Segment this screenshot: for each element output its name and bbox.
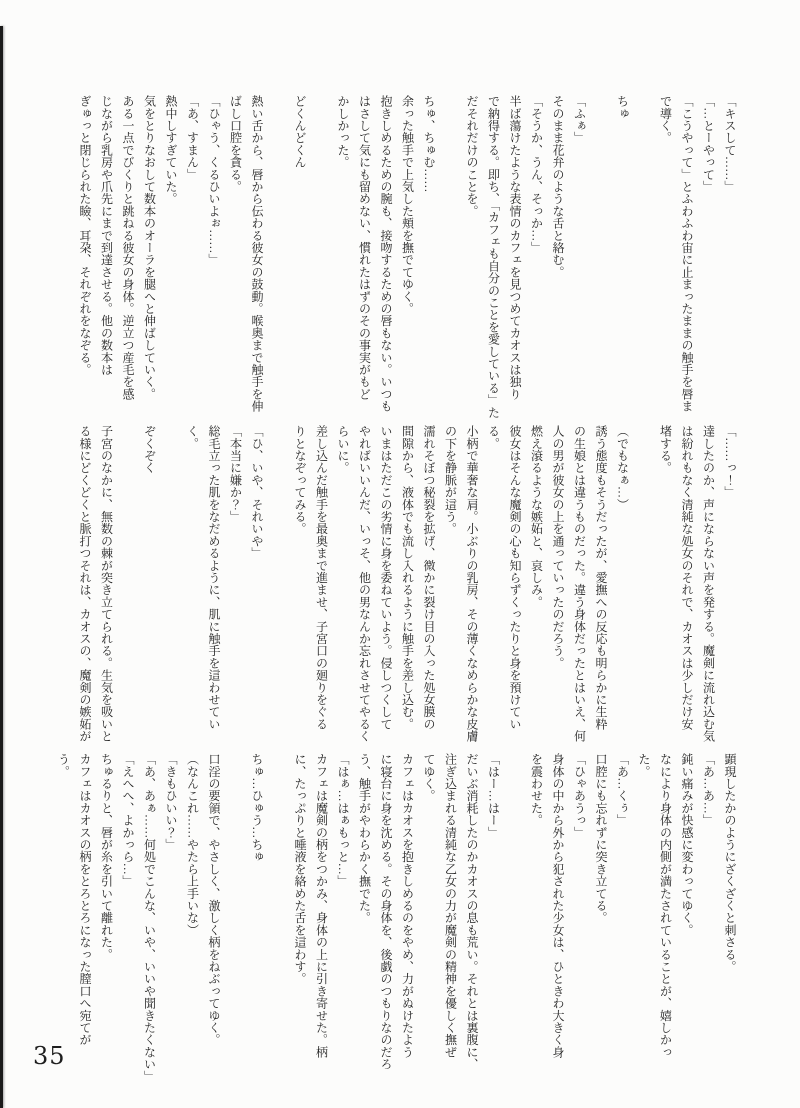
- text-block-top: [74, 95, 741, 427]
- text-column: 人の男が彼女の上を通っていったのだろう。: [551, 425, 565, 669]
- text-column: 燃え滾るような嫉妬と、哀しみ。: [529, 425, 544, 608]
- text-column: 顕現したかのようにざくざくと刺さる。: [723, 753, 737, 973]
- text-column: 口淫の要領で、やさしく、激しく柄をねぶってゆく。: [207, 753, 221, 1046]
- text-column: ぎゅっと閉じられた瞼、耳朶、それぞれをなぞる。: [78, 95, 92, 376]
- text-column: ちゅるりと、唇が糸を引いて離れた。: [99, 753, 114, 961]
- text-column: 「はー…はー」: [486, 753, 501, 839]
- text-column: 「はぁ…はぁもっと…」: [336, 753, 350, 888]
- text-column: ちゅ: [615, 95, 630, 120]
- text-column: は紛れもなく清純な処女のそれで、カオスは少しだけ安: [680, 425, 694, 730]
- text-column: 「こうやって」とふわふわ宙に止まったままの触手を唇ま: [680, 95, 694, 413]
- blank-column: [160, 425, 182, 757]
- text-column: カフェはカオスの柄をとろとろになった膣口へ宛てが: [78, 753, 92, 1046]
- text-column: う。: [56, 753, 71, 778]
- text-column: 「本当に嫌か？」: [228, 425, 243, 523]
- text-column: 小柄で華奢な肩。小ぶりの乳房、その薄くなめらかな皮膚: [465, 425, 479, 743]
- text-column: 差し込んだ触手を最奥まで進ませ、子宮口の廻りをぐる: [314, 425, 329, 730]
- blank-column: [633, 425, 655, 757]
- text-column: 注ぎ込まれる清純な乙女の力が魔剣の精神を優しく撫ぜ: [443, 753, 458, 1058]
- text-column: 堵する。: [658, 425, 673, 474]
- scan-edge-shadow: [0, 26, 3, 1108]
- text-column: 達したのか、声にならない声を発する。魔剣に流れ込む気: [701, 425, 716, 743]
- text-column: 「そうか、うん、そっか…」: [529, 95, 544, 254]
- text-column: の生娘とは違うものだった。違う身体だったとはいえ、何: [572, 425, 587, 743]
- page-number: 35: [33, 1042, 66, 1070]
- text-column: りとなぞってみる。: [293, 425, 307, 535]
- text-column: 濡れそぼつ秘裂を拡げ、微かに裂け目の入った処女膜の: [422, 425, 436, 730]
- text-column: く。: [185, 425, 200, 450]
- text-column: カフェはカオスを抱きしめるのをやめ、力がぬけたよう: [400, 753, 415, 1058]
- blank-column: [224, 753, 246, 1085]
- text-block-bottom: [52, 753, 740, 1085]
- text-column: 「きもひいい？」: [164, 753, 178, 851]
- text-column: 「えへへ、よかっら…」: [121, 753, 135, 888]
- text-block-middle: [74, 425, 741, 757]
- text-column: に、たっぷりと唾液を絡めた舌を這わす。: [293, 753, 307, 985]
- text-column: た。: [637, 753, 651, 778]
- text-column: ちゅ…ひゅう…ちゅ: [250, 753, 264, 863]
- blank-column: [267, 425, 289, 757]
- blank-column: [504, 753, 526, 1085]
- blank-column: [267, 95, 289, 427]
- blank-column: [267, 753, 289, 1085]
- text-column: どくんどくん: [293, 95, 307, 169]
- text-column: に寝台に身を沈める。その身体を、後戯のつもりなのだろ: [379, 753, 393, 1071]
- text-column: 身体の中から外から犯された少女は、ひときわ大きく身: [551, 753, 565, 1058]
- text-column: 間隙から、液体でも流し入れるように触手を差し込む。: [400, 425, 415, 730]
- text-column: 抱きしめるための腕も、接吻するための唇もない。いつも: [379, 95, 393, 413]
- text-column: やればいいんだ、いっそ、他の男なんか忘れさせてやるく: [357, 425, 372, 743]
- text-column: で導く。: [658, 95, 673, 144]
- blank-column: [590, 95, 612, 427]
- text-column: の下を静脈が這う。: [443, 425, 458, 535]
- text-column: いまはただこの劣情に身を委ねていよう。侵しつくして: [379, 425, 393, 730]
- text-column: 熱い舌から、唇から伝わる彼女の鼓動。喉奥まで触手を伸: [250, 95, 264, 413]
- text-column: 「キスして……」: [723, 95, 737, 193]
- text-column: 「ふぁ」: [572, 95, 587, 144]
- text-column: （なんこれ……やたら上手いな）: [185, 753, 200, 936]
- text-column: 半ば蕩けたような表情のカフェを見つめてカオスは独り: [508, 95, 522, 400]
- text-column: 「あ、あぁ……何処でこんな、いや、いいや聞きたくない」: [142, 753, 157, 1083]
- text-column: てゆく。: [422, 753, 436, 802]
- text-column: 「…とーやって」: [701, 95, 716, 193]
- text-column: 口腔にも忘れずに突き立てる。: [594, 753, 608, 924]
- blank-column: [633, 95, 655, 427]
- text-column: はさして気にも留めない、慣れたはずのその事実がもど: [357, 95, 372, 400]
- blank-column: [310, 95, 332, 427]
- text-column: 「ひゃあうっ」: [572, 753, 587, 839]
- text-column: そのまま花弁のような舌と絡む。: [551, 95, 565, 278]
- text-column: で納得する。即ち、「カフェも自分のことを愛している」た: [486, 95, 501, 419]
- text-column: を震わせた。: [529, 753, 544, 827]
- text-column: 「ひ、いや、それいや」: [250, 425, 264, 560]
- text-column: う、触手がやわらかく撫でた。: [357, 753, 372, 924]
- text-column: 「ひゃう、くるひいよぉ……」: [207, 95, 221, 266]
- text-column: だそれだけのことを。: [465, 95, 479, 217]
- text-column: 総毛立った肌をなだめるように、肌に触手を這わせてい: [207, 425, 221, 730]
- blank-column: [439, 95, 461, 427]
- text-column: 余った触手で上気した頬を撫でてゆく。: [400, 95, 415, 315]
- text-column: 「……っ！」: [723, 425, 737, 499]
- text-column: 鈍い痛みが快感に変わってゆく。: [680, 753, 694, 936]
- text-column: 熱中しすぎていた。: [164, 95, 178, 205]
- text-column: る。: [486, 425, 501, 450]
- blank-column: [117, 425, 139, 757]
- text-column: ばし口腔を貪る。: [228, 95, 243, 193]
- text-column: なにより身体の内側が満たされていることが、嬉しかっ: [658, 753, 673, 1058]
- text-column: かしかった。: [336, 95, 350, 169]
- text-column: カフェは魔剣の柄をつかみ、身体の上に引き寄せた。柄: [314, 753, 329, 1058]
- text-column: （でもなぁ…）: [615, 425, 630, 511]
- text-column: 「あ…くぅ」: [615, 753, 630, 827]
- text-column: ある一点でびくりと跳ねる彼女の身体。逆立つ産毛を感: [121, 95, 135, 400]
- text-column: 子宮のなかに、無数の棘が突き立てられる。生気を吸いと: [99, 425, 114, 743]
- text-column: 誘う態度もそうだったが、愛撫への反応も明らかに生粋: [594, 425, 608, 730]
- text-column: ちゅ、ちゅむ……: [422, 95, 436, 193]
- text-column: 「あ、すまん」: [185, 95, 200, 181]
- text-column: だいぶ消耗したのかカオスの息も荒い。それとは裏腹に、: [465, 753, 479, 1071]
- text-column: じながら乳房や爪先にまで到達させる。他の数本は: [99, 95, 114, 376]
- text-column: 「あ…あ…」: [701, 753, 716, 827]
- text-column: 気をとりなおして数本のオーラを腿へと伸ばしていく。: [142, 95, 157, 400]
- text-column: 彼女はそんな魔剣の心も知らずくったりと身を預けてい: [508, 425, 522, 730]
- text-column: らいに。: [336, 425, 350, 474]
- text-column: ぞくぞく: [142, 425, 157, 474]
- text-column: る様にどくどくと脈打つそれは、カオスの、魔剣の嫉妬が: [78, 425, 92, 743]
